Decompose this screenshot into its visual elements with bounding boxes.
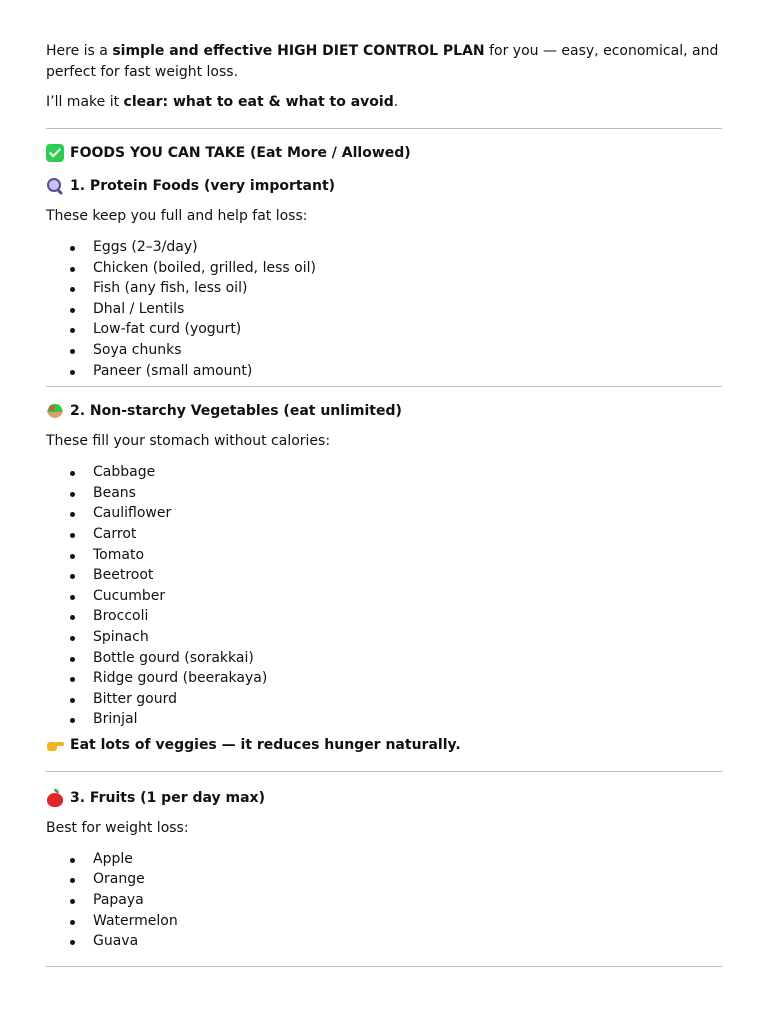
divider	[46, 771, 722, 772]
vegetables-tip	[46, 735, 722, 755]
intro-paragraph	[46, 41, 722, 83]
pointing-hand-icon	[46, 736, 64, 754]
list-item: Beetroot	[46, 565, 722, 586]
divider	[46, 128, 722, 129]
vegetables-description: These fill your stomach without calories:	[46, 433, 331, 450]
fruits-description: Best for weight loss:	[46, 819, 189, 836]
list-item: Brinjal	[46, 709, 722, 730]
protein-heading-text: 1. Protein Foods (very important)	[70, 178, 336, 194]
list-item: Paneer (small amount)	[46, 361, 722, 382]
list-item: Carrot	[46, 524, 722, 545]
list-item: Cucumber	[46, 586, 722, 607]
vegetables-heading-text: 2. Non-starchy Vegetables (eat unlimited)	[70, 403, 402, 420]
foods-heading	[46, 143, 722, 163]
list-item: Chicken (boiled, grilled, less oil)	[46, 258, 722, 279]
check-mark-icon	[46, 144, 64, 162]
fruits-heading-text: 3. Fruits (1 per day max)	[70, 789, 265, 806]
magnifier-icon	[46, 177, 64, 195]
intro-bold: simple and effective HIGH DIET CONTROL PLAN	[112, 43, 485, 59]
fruits-list	[46, 849, 722, 952]
list-item: Dhal / Lentils	[46, 299, 722, 320]
list-item: Ridge gourd (beerakaya)	[46, 668, 722, 689]
protein-list	[46, 237, 722, 381]
divider	[46, 386, 722, 387]
list-item: Watermelon	[46, 911, 722, 932]
vegetables-list	[46, 462, 722, 730]
list-item: Bottle gourd (sorakkai)	[46, 648, 722, 669]
intro-text: Here is a	[46, 43, 113, 59]
list-item: Apple	[46, 849, 722, 870]
divider	[46, 966, 722, 967]
list-item: Beans	[46, 483, 722, 504]
list-item: Soya chunks	[46, 340, 722, 361]
apple-icon	[46, 789, 64, 807]
list-item: Broccoli	[46, 606, 722, 627]
list-item: Cabbage	[46, 462, 722, 483]
list-item: Spinach	[46, 627, 722, 648]
fruits-heading	[46, 788, 722, 808]
protein-description: These keep you full and help fat loss:	[46, 208, 308, 224]
list-item: Papaya	[46, 890, 722, 911]
intro-text-end: for you — easy, economical, and perfect for fast weight loss.	[46, 43, 719, 80]
list-item: Bitter gourd	[46, 689, 722, 710]
salad-bowl-icon	[46, 402, 64, 420]
vegetables-tip-text: Eat lots of veggies — it reduces hunger naturally.	[70, 736, 461, 753]
protein-heading	[46, 176, 722, 196]
intro-note	[46, 92, 722, 113]
list-item: Fish (any fish, less oil)	[46, 278, 722, 299]
note-text: I’ll make it	[46, 94, 124, 110]
note-bold: clear: what to eat & what to avoid	[123, 94, 394, 110]
list-item: Tomato	[46, 545, 722, 566]
list-item: Eggs (2–3/day)	[46, 237, 722, 258]
foods-heading-text: FOODS YOU CAN TAKE (Eat More / Allowed)	[70, 145, 411, 161]
list-item: Guava	[46, 931, 722, 952]
list-item: Cauliflower	[46, 503, 722, 524]
list-item: Low-fat curd (yogurt)	[46, 319, 722, 340]
note-end: .	[393, 94, 399, 110]
list-item: Orange	[46, 869, 722, 890]
vegetables-heading	[46, 401, 722, 421]
